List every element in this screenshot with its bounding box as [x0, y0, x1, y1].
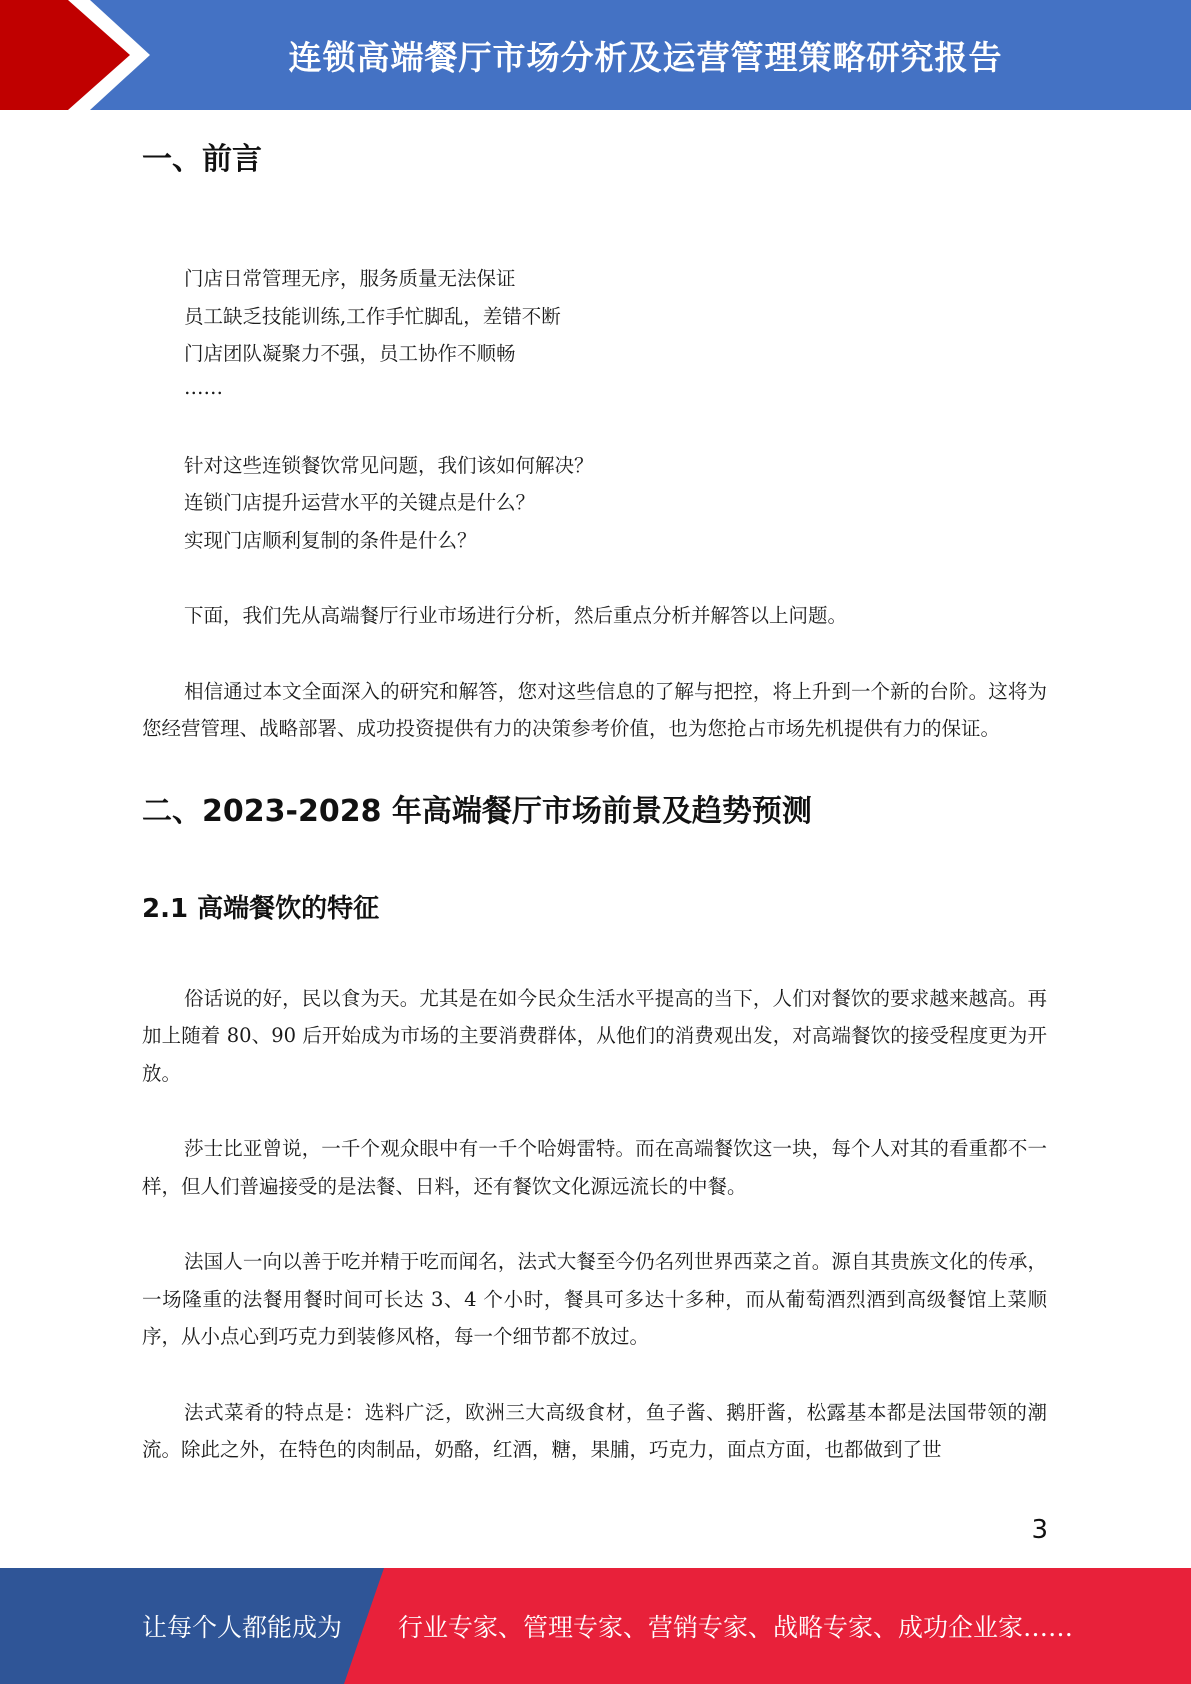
paragraph: 莎士比亚曾说，一千个观众眼中有一千个哈姆雷特。而在高端餐饮这一块，每个人对其的看重都不一样，但人们普遍接受的是法餐、日料，还有餐饮文化源远流长的中餐。: [142, 1137, 1047, 1198]
problem-item: 员工缺乏技能训练,工作手忙脚乱，差错不断: [184, 304, 561, 328]
report-title: 连锁高端餐厅市场分析及运营管理策略研究报告: [288, 37, 1003, 77]
paragraph: 相信通过本文全面深入的研究和解答，您对这些信息的了解与把控，将上升到一个新的台阶。这将为您经营管理、战略部署、成功投资提供有力的决策参考价值，也为您抢占市场先机提供有力的保证。: [142, 679, 1047, 740]
problem-list: [142, 260, 1047, 403]
question-item: 实现门店顺利复制的条件是什么？: [184, 528, 477, 552]
paragraph: 下面，我们先从高端餐厅行业市场进行分析，然后重点分析并解答以上问题。: [184, 604, 848, 627]
problem-item: 门店日常管理无序，服务质量无法保证: [184, 267, 516, 290]
question-item: 针对这些连锁餐饮常见问题，我们该如何解决？: [184, 453, 594, 477]
problem-item: 门店团队凝聚力不强，员工协作不顺畅: [184, 342, 516, 365]
footer-slogan-left: 让每个人都能成为: [142, 1613, 343, 1642]
question-item: 连锁门店提升运营水平的关键点是什么？: [184, 491, 536, 514]
question-list: [142, 447, 1047, 560]
paragraph: 法式菜肴的特点是：选料广泛，欧洲三大高级食材，鱼子酱、鹅肝酱，松露基本都是法国带领的潮流。除此之外，在特色的肉制品，奶酪，红酒，糖，果脯，巧克力，面点方面，也都做到了世: [142, 1400, 1047, 1461]
footer-slogan-right: 行业专家、管理专家、营销专家、战略专家、成功企业家……: [398, 1613, 1074, 1642]
page-number: 3: [1031, 1515, 1048, 1545]
footer-banner: [0, 1568, 1191, 1684]
problem-ellipsis: ……: [184, 375, 223, 399]
header-red-arrow-decoration: [0, 0, 160, 110]
paragraph: 法国人一向以善于吃并精于吃而闻名，法式大餐至今仍名列世界西菜之首。源自其贵族文化的传承，一场隆重的法餐用餐时间可长达 3、4 个小时，餐具可多达十多种，而从葡萄酒烈酒到高级餐馆上菜顺序，从小点心到巧克力到装修风格，每一个细节都不放过。: [142, 1250, 1047, 1348]
section-heading-preface: 一、前言: [142, 142, 262, 177]
paragraph: 俗话说的好，民以食为天。尤其是在如今民众生活水平提高的当下，人们对餐饮的要求越来越高。再加上随着 80、90 后开始成为市场的主要消费群体，从他们的消费观出发，对高端餐饮的接受程度更为开放。: [142, 986, 1047, 1085]
page-content: [142, 130, 1047, 1469]
section-heading-forecast: 二、2023-2028 年高端餐厅市场前景及趋势预测: [142, 793, 812, 829]
header-banner: [0, 0, 1191, 110]
subsection-heading: 2.1 高端餐饮的特征: [142, 893, 380, 924]
